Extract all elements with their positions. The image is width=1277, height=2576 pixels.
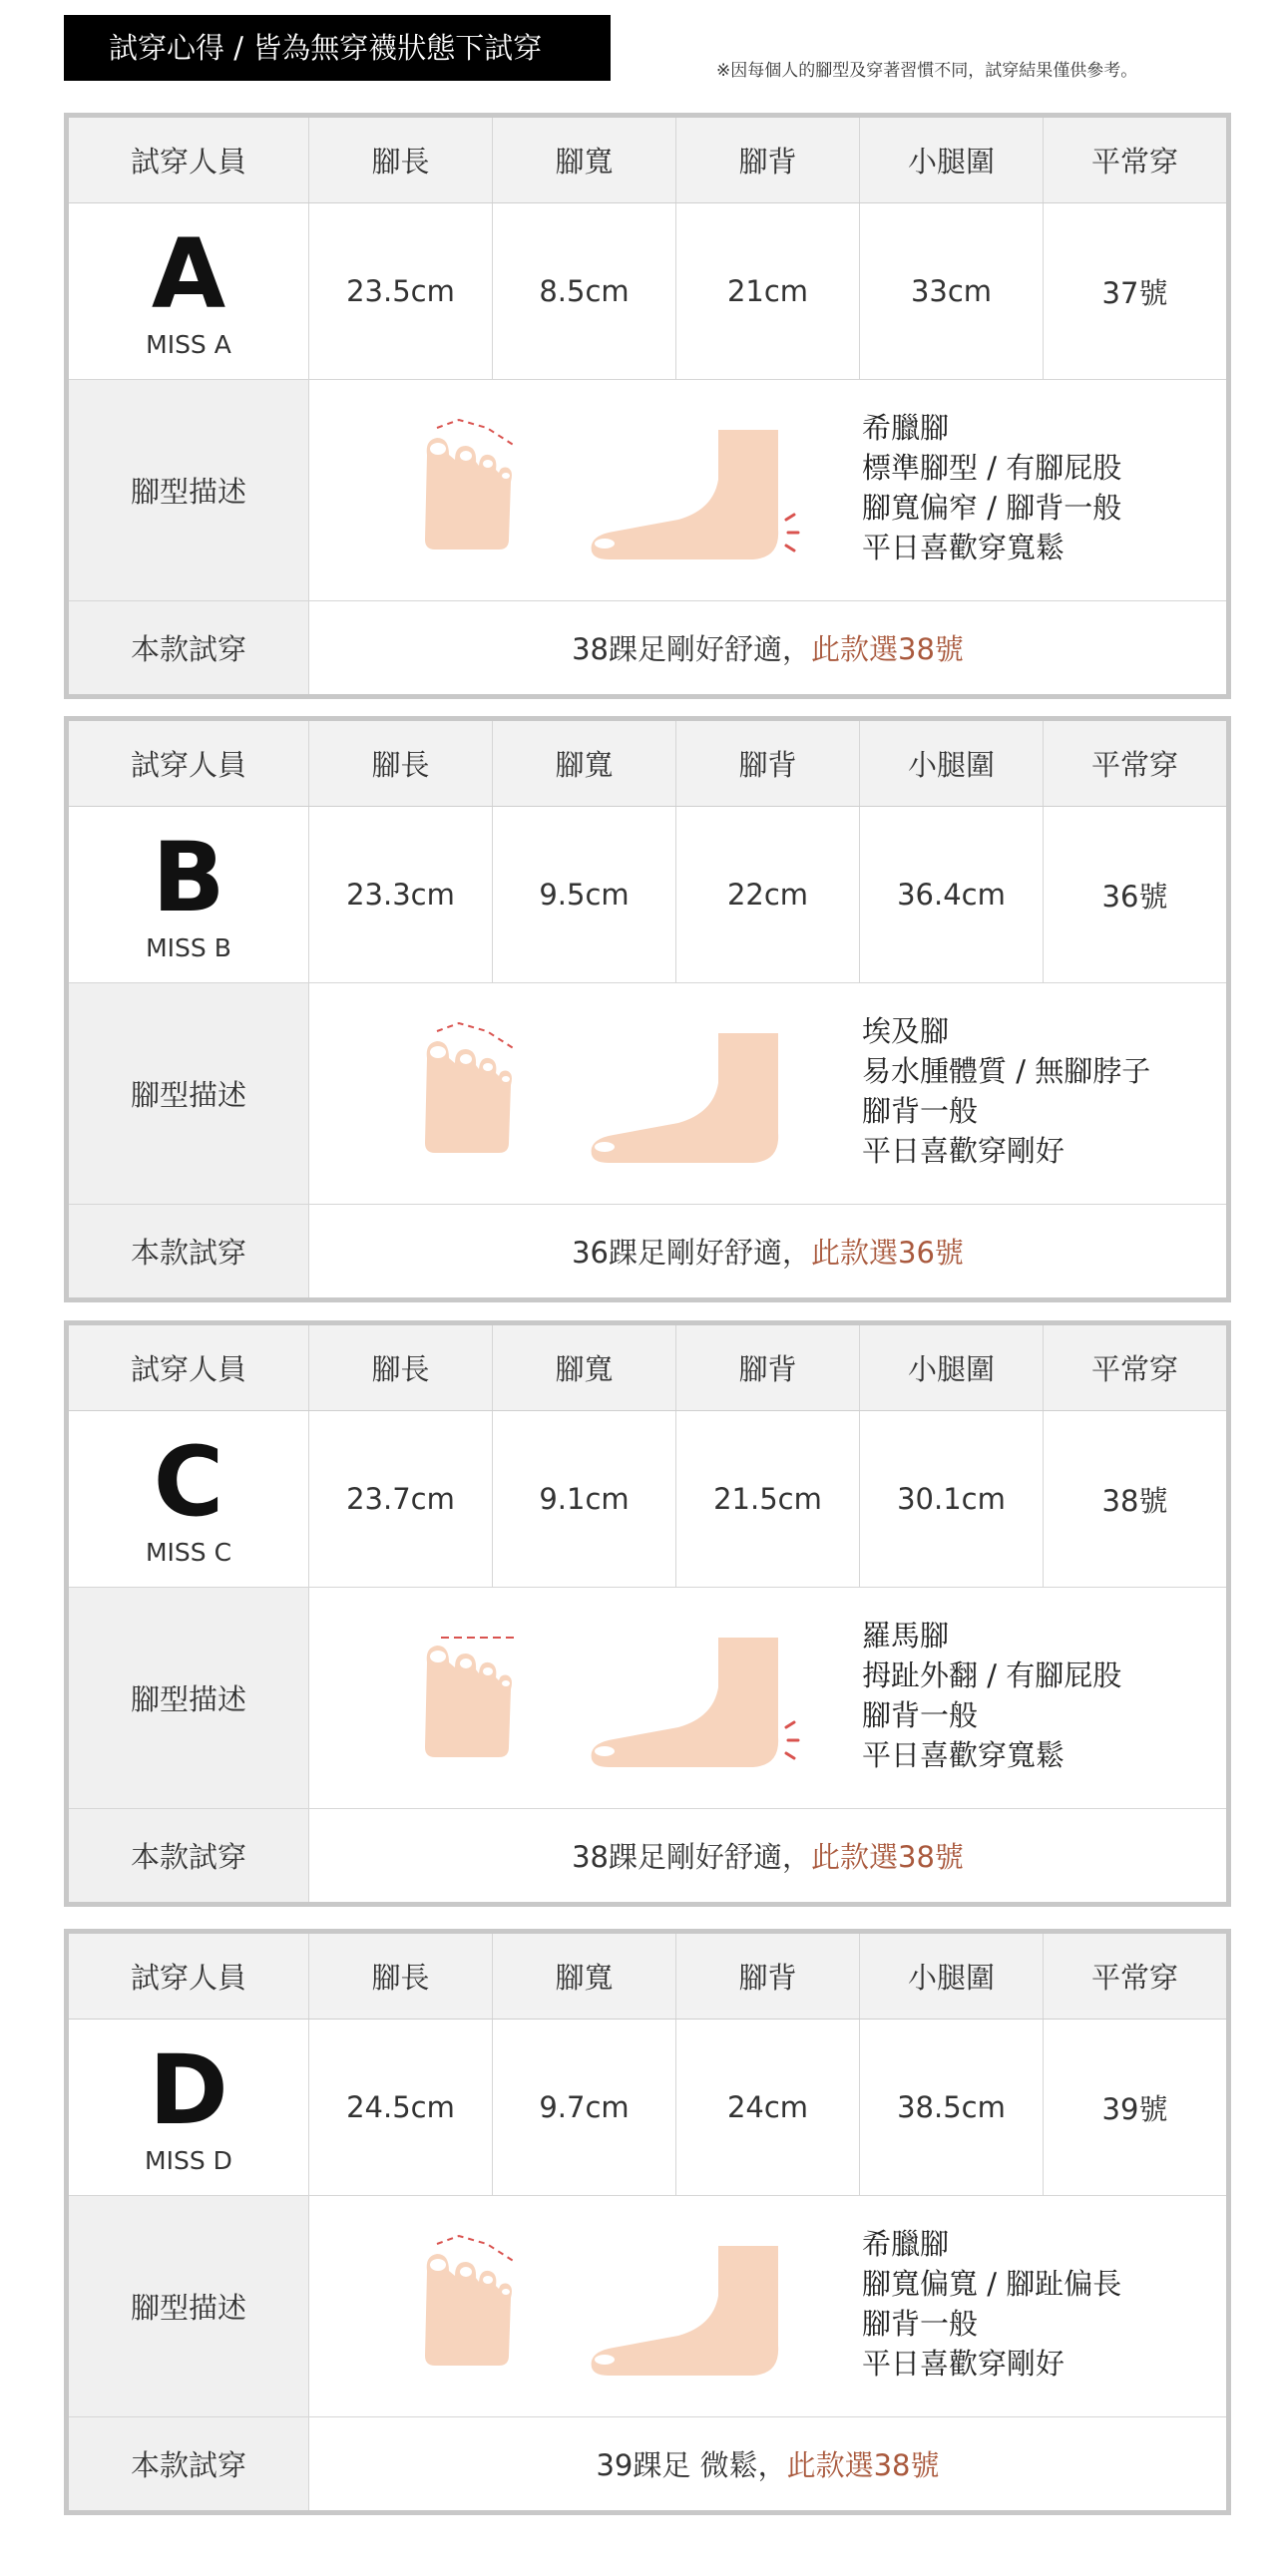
instep-value: 24cm (675, 2020, 859, 2195)
trial-size-highlight: 此款選38號 (786, 2448, 940, 2482)
column-header-tester: 試穿人員 (130, 748, 246, 782)
trial-result (308, 1809, 1226, 1902)
trial-result (308, 2417, 1226, 2510)
column-header-usual-size: 平常穿 (1043, 721, 1226, 806)
foot-side-icon (592, 1638, 798, 1767)
trial-row (69, 1205, 1226, 1297)
column-header-instep: 腳背 (675, 1325, 859, 1410)
tester-name: MISS A (146, 329, 231, 359)
header-row (69, 1934, 1226, 2020)
description-line: 易水腫體質 / 無腳脖子 (862, 1054, 1151, 1088)
description-line: 平日喜歡穿剛好 (862, 1134, 1065, 1168)
description-row (69, 2196, 1226, 2417)
foot-side-icon (592, 430, 798, 559)
foot-length-value: 23.3cm (308, 807, 492, 982)
toes-front-icon (425, 420, 515, 550)
column-header-foot-width: 腳寬 (492, 118, 675, 202)
tester-panel-b (64, 716, 1231, 1302)
tester-letter: C (153, 1425, 224, 1538)
foot-side-icon (592, 2246, 779, 2376)
trial-result (308, 1205, 1226, 1297)
column-header-calf: 小腿圍 (859, 721, 1043, 806)
foot-length-value: 24.5cm (308, 2020, 492, 2195)
column-header-tester: 試穿人員 (130, 145, 246, 179)
column-header-foot-length: 腳長 (308, 721, 492, 806)
tester-letter: B (152, 821, 225, 933)
description-area (308, 2196, 1226, 2416)
calf-value: 36.4cm (859, 807, 1043, 982)
trial-text: 38踝足剛好舒適， (572, 632, 811, 666)
trial-row (69, 2417, 1226, 2510)
disclaimer-note: ※因每個人的腳型及穿著習慣不同，試穿結果僅供參考。 (716, 61, 1138, 81)
description-row (69, 1588, 1226, 1809)
description-label: 腳型描述 (69, 1588, 308, 1808)
foot-description (862, 2224, 1121, 2384)
foot-length-value: 23.5cm (308, 203, 492, 379)
trial-label: 本款試穿 (69, 1809, 308, 1902)
column-header-foot-width: 腳寬 (492, 1325, 675, 1410)
header-row (69, 1325, 1226, 1411)
measurement-row (69, 807, 1226, 983)
description-line: 腳寬偏寬 / 腳趾偏長 (862, 2267, 1122, 2301)
column-header-foot-length: 腳長 (308, 118, 492, 202)
trial-row (69, 1809, 1226, 1902)
foot-side-icon (592, 1033, 779, 1163)
usual-size-value: 37號 (1043, 203, 1226, 379)
foot-width-value: 9.7cm (492, 2020, 675, 2195)
description-line: 平日喜歡穿剛好 (862, 2347, 1065, 2381)
measurement-row (69, 2020, 1226, 2196)
trial-label: 本款試穿 (69, 2417, 308, 2510)
page-title: 試穿心得 / 皆為無穿襪狀態下試穿 (64, 15, 611, 81)
tester-panel-a (64, 113, 1231, 699)
foot-type: 希臘腳 (862, 2227, 950, 2261)
column-header-foot-length: 腳長 (308, 1934, 492, 2019)
trial-result (308, 601, 1226, 694)
description-line: 平日喜歡穿寬鬆 (862, 1738, 1065, 1772)
trial-label: 本款試穿 (69, 1205, 308, 1297)
trial-size-highlight: 此款選36號 (811, 1236, 964, 1270)
tester-id (69, 2020, 308, 2195)
usual-size-value: 36號 (1043, 807, 1226, 982)
measurement-row (69, 203, 1226, 380)
column-header-usual-size: 平常穿 (1043, 1325, 1226, 1410)
description-area (308, 380, 1226, 600)
foot-length-value: 23.7cm (308, 1411, 492, 1587)
trial-text: 36踝足剛好舒適， (572, 1236, 811, 1270)
column-header-usual-size: 平常穿 (1043, 118, 1226, 202)
tester-letter: A (151, 217, 226, 330)
tester-name: MISS D (145, 2145, 232, 2175)
description-line: 拇趾外翻 / 有腳屁股 (862, 1658, 1122, 1692)
tester-letter: D (149, 2033, 228, 2146)
foot-description (862, 408, 1121, 567)
column-header-instep: 腳背 (675, 1934, 859, 2019)
tester-id (69, 1411, 308, 1587)
tester-panel-c (64, 1320, 1231, 1907)
toes-front-icon (425, 1023, 515, 1153)
description-label: 腳型描述 (69, 983, 308, 1204)
foot-type: 羅馬腳 (862, 1619, 950, 1653)
description-area (308, 983, 1226, 1204)
toes-front-icon (425, 1638, 519, 1757)
calf-value: 30.1cm (859, 1411, 1043, 1587)
description-area (308, 1588, 1226, 1808)
description-line: 腳背一般 (862, 1094, 979, 1128)
tester-name: MISS C (145, 1537, 232, 1567)
usual-size-value: 38號 (1043, 1411, 1226, 1587)
trial-label: 本款試穿 (69, 601, 308, 694)
header-row (69, 721, 1226, 807)
instep-value: 21cm (675, 203, 859, 379)
trial-size-highlight: 此款選38號 (811, 1840, 964, 1874)
tester-name: MISS B (146, 932, 231, 962)
column-header-tester: 試穿人員 (130, 1961, 246, 1995)
trial-text: 38踝足剛好舒適， (572, 1840, 811, 1874)
usual-size-value: 39號 (1043, 2020, 1226, 2195)
description-line: 平日喜歡穿寬鬆 (862, 531, 1065, 564)
foot-type: 希臘腳 (862, 411, 950, 445)
column-header-foot-width: 腳寬 (492, 1934, 675, 2019)
tester-id (69, 807, 308, 982)
foot-description (862, 1011, 1150, 1171)
foot-width-value: 9.5cm (492, 807, 675, 982)
calf-value: 38.5cm (859, 2020, 1043, 2195)
description-row (69, 983, 1226, 1205)
description-line: 標準腳型 / 有腳屁股 (862, 451, 1122, 485)
column-header-calf: 小腿圍 (859, 1934, 1043, 2019)
toes-front-icon (425, 2236, 515, 2366)
instep-value: 22cm (675, 807, 859, 982)
trial-text: 39踝足 微鬆， (596, 2448, 787, 2482)
header-row (69, 118, 1226, 203)
column-header-tester: 試穿人員 (130, 1352, 246, 1386)
column-header-instep: 腳背 (675, 118, 859, 202)
measurement-row (69, 1411, 1226, 1588)
description-line: 腳寬偏窄 / 腳背一般 (862, 491, 1122, 525)
description-label: 腳型描述 (69, 380, 308, 600)
description-line: 腳背一般 (862, 2307, 979, 2341)
foot-width-value: 9.1cm (492, 1411, 675, 1587)
tester-id (69, 203, 308, 379)
column-header-foot-length: 腳長 (308, 1325, 492, 1410)
trial-size-highlight: 此款選38號 (811, 632, 964, 666)
column-header-calf: 小腿圍 (859, 1325, 1043, 1410)
description-row (69, 380, 1226, 601)
foot-description (862, 1616, 1121, 1775)
column-header-calf: 小腿圍 (859, 118, 1043, 202)
column-header-foot-width: 腳寬 (492, 721, 675, 806)
trial-row (69, 601, 1226, 694)
description-label: 腳型描述 (69, 2196, 308, 2416)
instep-value: 21.5cm (675, 1411, 859, 1587)
description-line: 腳背一般 (862, 1698, 979, 1732)
column-header-usual-size: 平常穿 (1043, 1934, 1226, 2019)
calf-value: 33cm (859, 203, 1043, 379)
tester-panel-d (64, 1929, 1231, 2515)
foot-type: 埃及腳 (862, 1014, 950, 1048)
foot-width-value: 8.5cm (492, 203, 675, 379)
column-header-instep: 腳背 (675, 721, 859, 806)
